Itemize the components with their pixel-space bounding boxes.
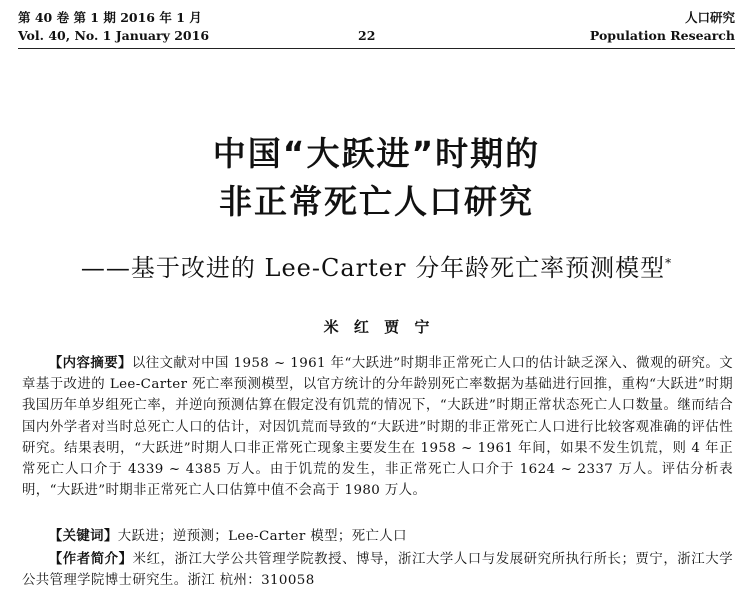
article-subtitle [0, 248, 753, 283]
article-title-line2: 非正常死亡人口研究 [219, 182, 534, 221]
subtitle-text: ——基于改进的 Lee-Carter 分年龄死亡率预测模型 [80, 254, 666, 282]
issue-info-cn: 第 40 卷 第 1 期 2016 年 1 月 [18, 10, 202, 25]
running-header-top [18, 8, 735, 26]
running-header-bottom [18, 28, 735, 46]
journal-name-cn: 人口研究 [684, 10, 735, 25]
author-bio-text: 米红，浙江大学公共管理学院教授、博导，浙江大学人口与发展研究所执行所长；贾宁，浙江大学公共管理学院博士研究生。浙江 杭州：310058 [22, 552, 733, 589]
footnote-mark: * [665, 256, 673, 270]
keywords-label: 【关键词】 [48, 528, 118, 544]
header-rule [18, 48, 735, 49]
page-number: 22 [358, 28, 376, 43]
keywords-text: 大跃进；逆预测；Lee-Carter 模型；死亡人口 [117, 529, 407, 544]
author-bio-label: 【作者简介】 [48, 551, 133, 567]
author-bio-paragraph [22, 549, 733, 591]
author-names: 米 红 贾 宁 [323, 318, 430, 336]
abstract-text: 以往文献对中国 1958 ~ 1961 年“大跃进”时期非正常死亡人口的估计缺乏深入、微观的研究。文章基于改进的 Lee-Carter 死亡率预测模型，以官方统计的分年龄别死亡率数据为基础进行回推，重构“大跃进”时期我国历年单岁组死亡率，并逆向预测估算在假定没有饥荒的情况下，“大跃进”时期正常状态死亡人口数量。继而结合国内外学者对当时总死亡人口的估计，对因饥荒而导致的“大跃进”时期的非正常死亡人口进行比较客观准确的评估性研究。结果表明，“大跃进”时期人口非正常死亡现象主要发生在 1958 ~ 1961 年间，如果不发生饥荒，则 4 年正常死亡人口介于 4339 ~ 4385 万人。由于饥荒的发生，非正常死亡人口介于 1624 ~ 2337 万人。评估分析表明，“大跃进”时期非正常死亡人口估算中值不会高于 1980 万人。 [22, 356, 733, 499]
journal-name-en: Population Research [589, 28, 735, 43]
abstract-paragraph [22, 353, 733, 501]
issue-info-en: Vol. 40, No. 1 January 2016 [18, 28, 210, 43]
article-title-line1: 中国“大跃进”时期的 [212, 134, 541, 173]
abstract-label: 【内容摘要】 [48, 355, 132, 371]
keywords-paragraph [22, 526, 733, 547]
